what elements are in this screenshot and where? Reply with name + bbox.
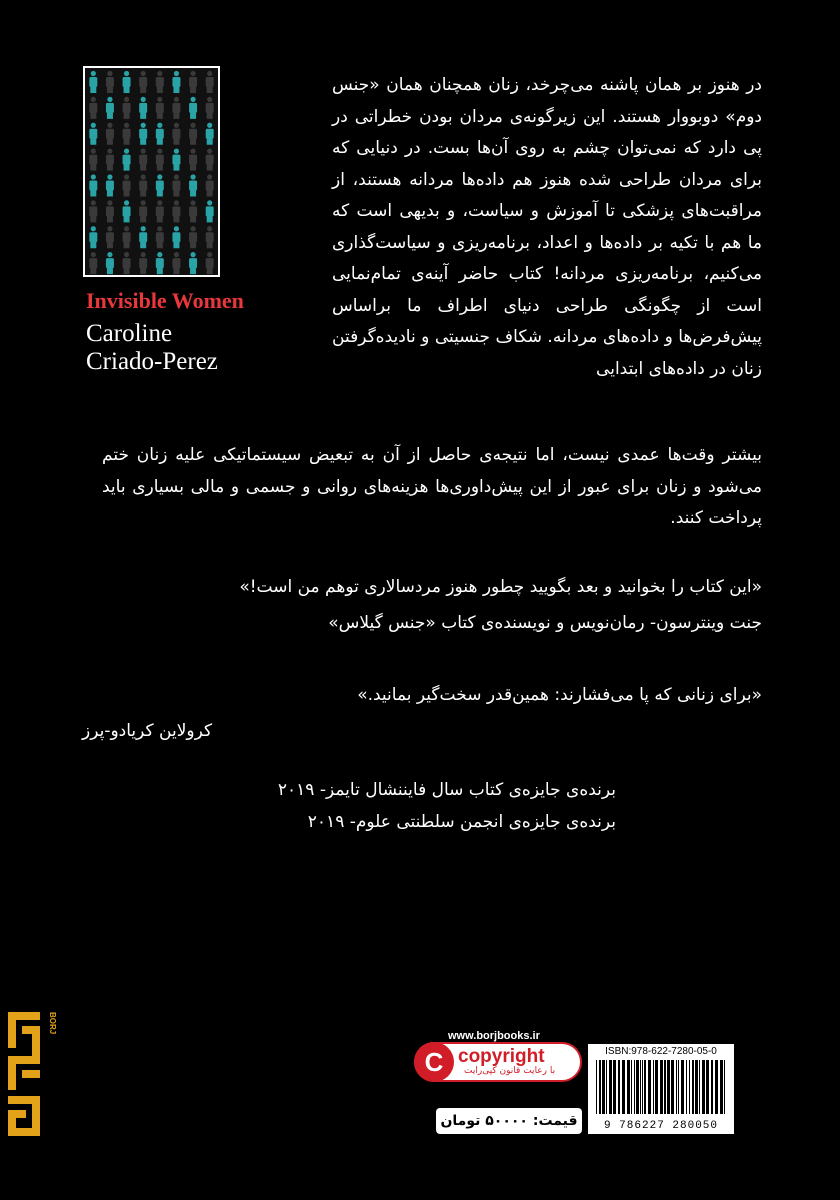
barcode-bar [602,1060,605,1114]
barcode-bar [664,1060,666,1114]
figure-icon [189,174,197,196]
barcode-bar [634,1060,635,1114]
figure-icon [172,97,180,119]
figure-icon [123,174,131,196]
quote-2-text: «برای زنانی که پا می‌فشارند: همین‌قدر سخت‌گیر بمانید.» [357,685,762,705]
book-title: Invisible Women [86,288,244,313]
figure-icon [139,97,147,119]
publisher-logo [6,1010,56,1140]
barcode-bar [642,1060,643,1114]
figure-icon [156,252,164,274]
barcode-bar [715,1060,718,1114]
figure-icon [89,71,97,93]
barcode-bar [655,1060,658,1114]
barcode-bar [618,1060,620,1114]
figure-icon [156,123,164,145]
figure-icon [189,200,197,222]
barcode-bar [699,1060,700,1114]
barcode-bar [636,1060,639,1114]
figure-icon [172,174,180,196]
figure-icon [156,97,164,119]
description-part2: بیشتر وقت‌ها عمدی نیست، اما نتیجه‌ی حاصل از آن به تبعیض سیستماتیکی علیه زنان ختم می‌شود و زنان برای عبور از این پیش‌داوری‌ها هزینه‌های روانی و جسمی و مالی بسیاری باید پرداخت کنند. [102,445,762,528]
figure-icon [123,123,131,145]
awards [56,774,616,838]
barcode-bar [640,1060,641,1114]
publisher-logo-icon [6,1010,56,1140]
figure-icon [106,200,114,222]
figure-icon [172,149,180,171]
figure-icon [123,149,131,171]
copyright-icon: C [414,1042,454,1082]
figure-icon [172,200,180,222]
figure-icon [89,123,97,145]
figure-icon [172,123,180,145]
quote-1 [82,572,762,638]
figure-icon [156,226,164,248]
figure-icon [189,226,197,248]
figure-icon [139,174,147,196]
barcode-bar [648,1060,651,1114]
figure-icon [139,252,147,274]
quote-1-text: «این کتاب را بخوانید و بعد بگویید چطور هنوز مردسالاری توهم من است!» [239,577,762,597]
figure-icon [106,252,114,274]
barcode-bar [667,1060,670,1114]
figure-icon [123,71,131,93]
barcode-bar [660,1060,663,1114]
figure-icon [123,226,131,248]
cover-thumbnail [83,66,220,277]
publisher-website: www.borjbooks.ir [448,1030,540,1042]
barcode-bar [695,1060,698,1114]
barcode-bar [720,1060,723,1114]
barcode-bar [613,1060,616,1114]
price-label: قیمت: ۵۰۰۰۰ تومان [436,1108,582,1134]
author-last-name: Criado-Perez [86,348,218,375]
quote-2 [82,680,762,746]
figure-icon [172,71,180,93]
barcode-bar [653,1060,654,1114]
figure-icon [156,149,164,171]
figure-icon [156,71,164,93]
figure-icon [189,252,197,274]
barcode-bar [671,1060,674,1114]
figure-icon [106,226,114,248]
figure-icon [189,71,197,93]
figure-icon [139,123,147,145]
figure-icon [89,97,97,119]
barcode-bar [599,1060,601,1114]
copyright-subtitle: با رعایت قانون کپی‌رایت [464,1066,556,1076]
figure-icon [139,149,147,171]
figure-icon [89,174,97,196]
barcode-bar [711,1060,713,1114]
barcode-bar [644,1060,646,1114]
figure-icon [89,226,97,248]
figure-icon [172,252,180,274]
figure-icon [206,174,214,196]
figure-icon [206,149,214,171]
figure-icon [139,226,147,248]
award-2: برنده‌ی جایزه‌ی انجمن سلطنتی علوم- ۲۰۱۹ [307,812,616,832]
isbn-text: ISBN:978-622-7280-05-0 [605,1046,717,1057]
figure-icon [106,123,114,145]
figure-icon [123,200,131,222]
figure-icon [206,226,214,248]
copyright-badge [414,1042,582,1082]
figure-icon [106,174,114,196]
figure-icon [123,252,131,274]
barcode-bar [689,1060,690,1114]
barcode-bar [596,1060,597,1114]
barcode-bar [724,1060,725,1114]
figure-icon [139,71,147,93]
publisher-logo-text: BORJ [48,1012,57,1035]
barcode-bars-icon [594,1060,728,1116]
figure-icon [189,123,197,145]
quote-1-attribution: جنت وینترسون- رمان‌نویس و نویسنده‌ی کتاب «جنس گیلاس» [328,613,762,633]
copyright-word: copyright [458,1046,545,1067]
figure-icon [139,200,147,222]
figure-icon [156,174,164,196]
barcode-bar [631,1060,632,1114]
quote-2-attribution: کرولاین کریادو-پرز [82,721,213,741]
figure-icon [206,123,214,145]
figure-icon [206,71,214,93]
author-name [86,320,316,376]
figure-icon [172,226,180,248]
barcode-bar [692,1060,694,1114]
figures-pattern [85,68,218,275]
barcode-bar [622,1060,625,1114]
barcode-bar [609,1060,612,1114]
figure-icon [206,200,214,222]
figure-icon [189,149,197,171]
figure-icon [89,149,97,171]
figure-icon [206,97,214,119]
barcode [588,1044,734,1134]
figure-icon [89,200,97,222]
figure-icon [89,252,97,274]
barcode-bar [686,1060,687,1114]
barcode-bar [706,1060,709,1114]
barcode-bar [678,1060,679,1114]
description-part1: در هنوز بر همان پاشنه می‌چرخد، زنان همچنان همان «جنس دوم» دوبووار هستند. این زیرگونه‌ی مردان بودن خطراتی در پی دارد که نمی‌توان چشم به روی آن‌ها بست. در دنیایی که برای مردان طراحی شده هنوز هم داده‌ها مردانه هستند، از مراقبت‌های پزشکی تا آموزش و سیاست، و بدیهی است که ما هم با تکیه بر داده‌ها و اعداد، برنامه‌ریزی و سیاست‌گذاری می‌کنیم، برنامه‌ریزی مردانه! کتاب حاضر آینه‌ی تمام‌نمایی است از چگونگی طراحی دنیای اطراف ما براساس پیش‌فرض‌ها و داده‌های مردانه. شکاف جنسیتی و نادیده‌گرفتن زنان در داده‌های ابتدایی [332,75,762,379]
figure-icon [206,252,214,274]
figure-icon [123,97,131,119]
barcode-bar [606,1060,607,1114]
figure-icon [156,200,164,222]
figure-icon [106,97,114,119]
barcode-bar [627,1060,630,1114]
figure-icon [189,97,197,119]
figure-icon [106,149,114,171]
barcode-digits: 9 786227 280050 [603,1120,719,1132]
figure-icon [106,71,114,93]
author-first-name: Caroline [86,320,173,347]
barcode-bar [676,1060,677,1114]
barcode-bar [681,1060,684,1114]
award-1: برنده‌ی جایزه‌ی کتاب سال فایننشال تایمز- ۲۰۱۹ [277,780,616,800]
barcode-bar [702,1060,705,1114]
